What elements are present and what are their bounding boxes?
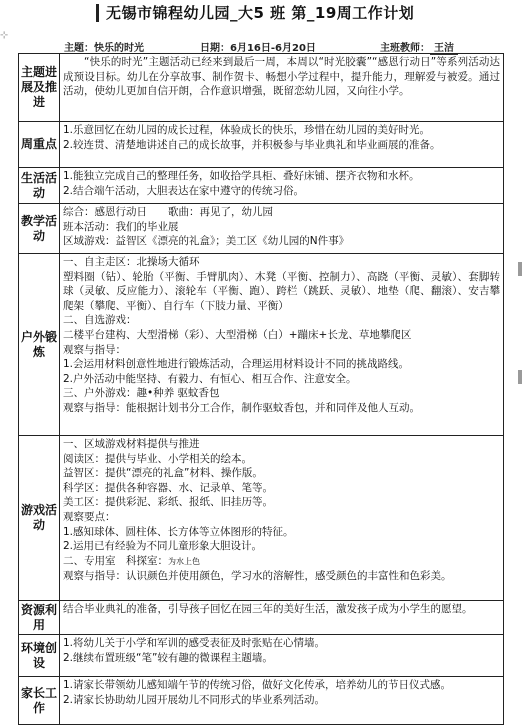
weekly-plan-table bbox=[18, 53, 504, 725]
list-item: 一、区域游戏材料提供与推进 bbox=[63, 438, 200, 450]
list-item: 1.会运用材料创意性地进行锻炼活动，合理运用材料设计不同的挑战路线。 bbox=[63, 358, 410, 371]
list-item: 观察与指导： bbox=[63, 343, 126, 356]
list-item: 1.感知球体、圆柱体、长方体等立体图形的特征。 bbox=[63, 525, 294, 538]
progress-text: “快乐的时光”主题活动已经来到最后一周，本周以“时光胶囊”“感恩行动日”等系列活动达成预设目标。幼儿在分享故事、制作贺卡、畅想小学过程中，提升能力，理解爱与被爱。通过活动，使幼儿更加自信开朗，合作意识增强，既留恋幼儿园，又向往小学。 bbox=[63, 56, 500, 98]
list-item: 观察与指导：能根据计划书分工合作，制作驱蚊香包，并和同伴及他人互动。 bbox=[63, 401, 420, 414]
scroll-edge-mark-icon bbox=[518, 370, 522, 384]
row-label: 教学活动 bbox=[19, 204, 60, 254]
row-label: 游戏活动 bbox=[19, 436, 60, 601]
row-resources bbox=[19, 601, 504, 635]
list-item: 1.乐意回忆在幼儿园的成长过程，体验成长的快乐，珍惜在幼儿园的美好时光。 bbox=[63, 124, 431, 136]
row-content bbox=[60, 436, 504, 601]
row-progress bbox=[19, 54, 504, 122]
text-cursor-marker-icon: ⊹ bbox=[0, 30, 9, 41]
row-content bbox=[60, 54, 504, 122]
row-content bbox=[60, 635, 504, 677]
list-item: 2.较连贯、清楚地讲述自己的成长故事，并积极参与毕业典礼和毕业画展的准备。 bbox=[63, 138, 441, 151]
plan-meta-row bbox=[0, 39, 524, 52]
list-item: 2.继续布置班级“笔”较有趣的微课程主题墙。 bbox=[63, 651, 273, 664]
list-item: 班本活动：我们的毕业展 bbox=[63, 220, 179, 233]
row-life bbox=[19, 168, 504, 204]
list-item: 2.请家长协助幼儿园开展幼儿不同形式的毕业系列活动。 bbox=[63, 693, 326, 706]
row-outdoor bbox=[19, 254, 504, 436]
row-label: 资源利用 bbox=[19, 601, 60, 635]
row-environment bbox=[19, 635, 504, 677]
list-item: 塑料圈（钻）、轮胎（平衡、手臂肌肉）、木凳（平衡、控制力）、高跷（平衡、灵敏）、套脚转球（灵敏、反应能力）、滚轮车（平衡、跑）、跨栏（跳跃、灵敏）、地垫（爬、翻滚）、安吉攀爬架（攀爬、平衡）、自行车（下肢力量、平衡） bbox=[63, 270, 500, 312]
row-games bbox=[19, 436, 504, 601]
list-item: 2.户外活动中能坚持、有毅力、有恒心、相互合作、注意安全。 bbox=[63, 372, 357, 385]
experiment-name: 为水上色 bbox=[168, 556, 200, 566]
row-content bbox=[60, 204, 504, 254]
list-item: 综合：感恩行动日 歌曲：再见了，幼儿园 bbox=[63, 206, 273, 218]
row-label: 周重点 bbox=[19, 122, 60, 168]
list-item: 1.将幼儿关于小学和军训的感受表征及时张贴在心情墙。 bbox=[63, 637, 326, 649]
row-content bbox=[60, 254, 504, 436]
list-item: 2.运用已有经验为不同儿童形象大胆设计。 bbox=[63, 540, 263, 553]
row-label: 家长工作 bbox=[19, 677, 60, 725]
row-focus bbox=[19, 122, 504, 168]
list-item: 2.结合端午活动，大胆表达在家中遵守的传统习俗。 bbox=[63, 184, 305, 197]
row-label: 环境创设 bbox=[19, 635, 60, 677]
row-parents bbox=[19, 677, 504, 725]
theme-field: 主题：快乐的时光 bbox=[64, 43, 144, 54]
row-content bbox=[60, 601, 504, 635]
list-item: 二楼平台建构、大型滑梯（彩）、大型滑梯（白）+蹦床+长龙、草地攀爬区 bbox=[63, 328, 412, 341]
list-item: 观察要点： bbox=[63, 510, 116, 523]
row-label: 主题进展及推进 bbox=[19, 54, 60, 122]
row-content bbox=[60, 168, 504, 204]
list-item: 观察与指导：认识颜色并使用颜色，学习水的溶解性，感受颜色的丰富性和色彩美。 bbox=[63, 570, 452, 583]
page-title: 无锡市锦程幼儿园_大5 班 第_19周工作计划 bbox=[96, 4, 414, 22]
list-item: 阅读区：提供与毕业、小学相关的绘本。 bbox=[63, 452, 252, 465]
row-label: 生活活动 bbox=[19, 168, 60, 204]
list-item: 科学区：提供各种容器、水、记录单、笔等。 bbox=[63, 481, 273, 494]
list-item: 1.请家长带领幼儿感知端午节的传统习俗，做好文化传承，培养幼儿的节日仪式感。 bbox=[63, 679, 452, 691]
date-field: 日期：6月16日-6月20日 bbox=[200, 43, 316, 54]
list-item: 二、自选游戏： bbox=[63, 314, 137, 327]
row-teaching bbox=[19, 204, 504, 254]
list-item: 三、户外游戏：趣•种养 驱蚊香包 bbox=[63, 387, 220, 400]
list-item: 美工区：提供彩泥、彩纸、报纸、旧挂历等。 bbox=[63, 496, 273, 509]
list-item: 益智区：提供“漂亮的礼盒”材料、操作版。 bbox=[63, 467, 263, 480]
resources-text: 结合毕业典礼的准备，引导孩子回忆在园三年的美好生活，激发孩子成为小学生的愿望。 bbox=[63, 603, 473, 615]
list-item: 1.能独立完成自己的整理任务，如收拾学具柜、叠好床铺、摆齐衣物和水杯。 bbox=[63, 170, 420, 182]
row-content bbox=[60, 677, 504, 725]
teacher-field: 主班教师： 王洁 bbox=[380, 39, 458, 54]
scroll-edge-mark-icon bbox=[518, 262, 522, 276]
row-content bbox=[60, 122, 504, 168]
list-item: 一、自主走区：北操场大循环 bbox=[63, 256, 200, 268]
list-item: 二、专用室 科探室：为水上色 bbox=[63, 554, 200, 567]
row-label: 户外锻炼 bbox=[19, 254, 60, 436]
list-item: 区域游戏：益智区《漂亮的礼盒》；美工区《幼儿园的N件事》 bbox=[63, 235, 350, 248]
